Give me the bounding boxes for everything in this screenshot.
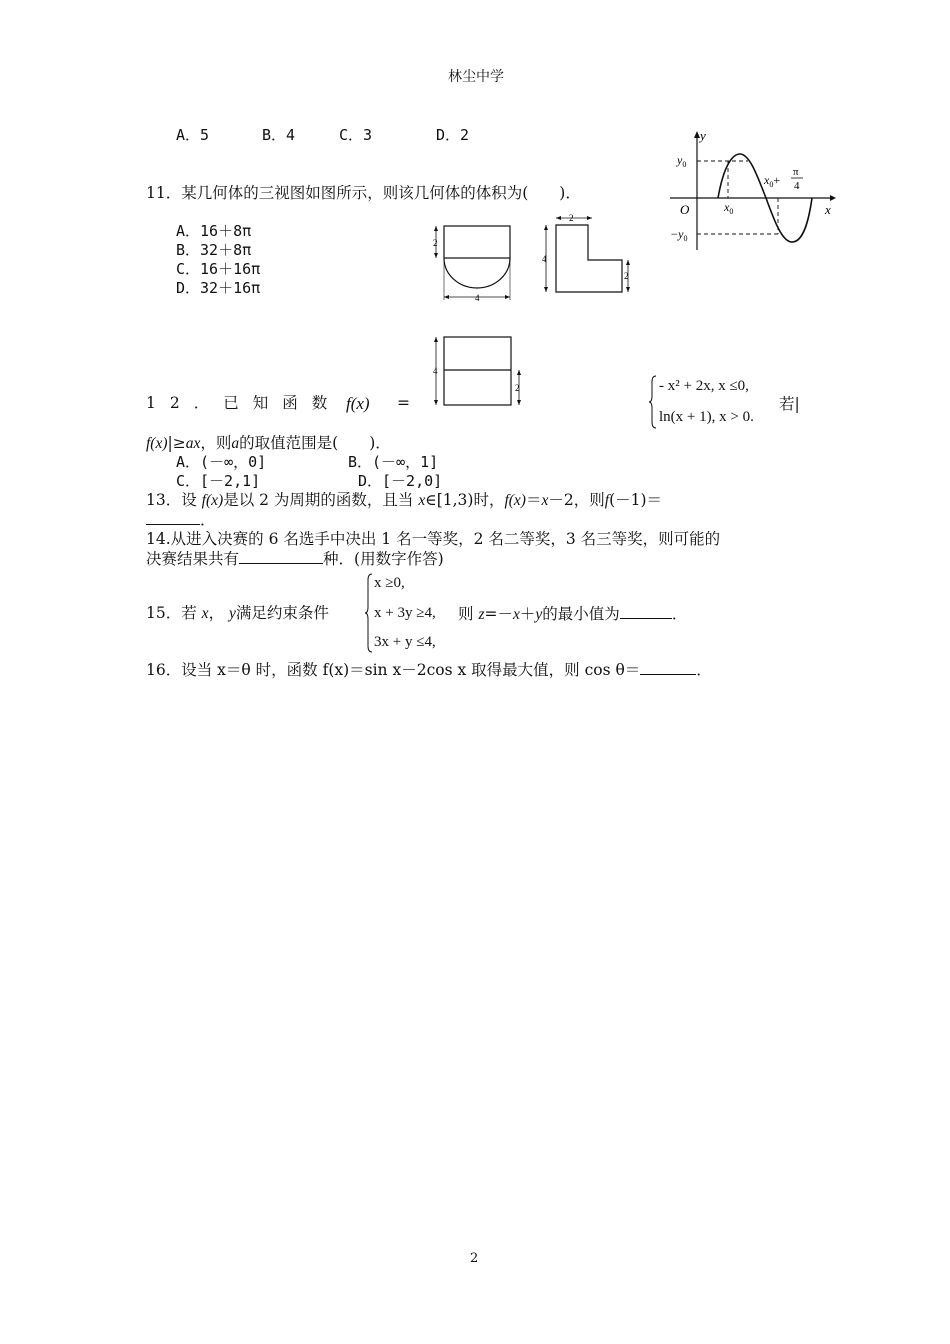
- q15-p6: 的最小值为: [542, 605, 620, 623]
- q12-equals: =: [397, 394, 410, 412]
- q15-p3: 则: [458, 605, 474, 623]
- q12-stem-prefix: 12．已知函数: [146, 394, 342, 412]
- q12-option-a: A．(－∞，0]: [176, 453, 267, 471]
- q12-option-b: B．(－∞，1]: [348, 453, 439, 471]
- q13-answer-line: [146, 510, 216, 530]
- q12-condition: [146, 434, 391, 453]
- q13-answer-blank[interactable]: [146, 510, 200, 525]
- sine-graph: [660, 128, 840, 258]
- q16-stem: [146, 660, 712, 680]
- q12-after: 若|: [779, 395, 800, 413]
- q15-constraint-2: x + 3y ≥4,: [374, 605, 436, 621]
- top-right-label: 2: [515, 383, 520, 393]
- front-height-label: 2: [433, 238, 438, 248]
- q15-brace: [364, 572, 374, 654]
- x0-label: $x_0$: [724, 200, 734, 216]
- q13-f: f: [604, 492, 610, 509]
- side-height-label: 4: [542, 254, 547, 264]
- q12-option-c: C．[－2,1]: [176, 472, 261, 490]
- side-right-label: 2: [624, 271, 629, 281]
- q13-x: x: [418, 492, 426, 509]
- q10-option-a: A．5: [176, 126, 210, 144]
- q11-option-c: C．16＋16π: [176, 260, 261, 278]
- q13-p2: 是以 2 为周期的函数，且当: [223, 491, 414, 509]
- q15-p2: 满足约束条件: [235, 604, 329, 622]
- q14-line2-a: 决赛结果共有: [146, 550, 240, 568]
- q13-tail: ．: [200, 511, 216, 529]
- front-width-label: 4: [475, 293, 480, 303]
- q15-stem-end: [458, 604, 687, 624]
- page-header: 林尘中学: [448, 69, 504, 85]
- q12-cond-rest: |≥: [167, 434, 186, 452]
- q12-cond-a: a: [231, 435, 240, 452]
- q14-line1: 14.从进入决赛的 6 名选手中决出 1 名一等奖，2 名二等奖，3 名三等奖，则可能的: [146, 530, 721, 548]
- q13-p6: (－1)＝: [609, 491, 663, 509]
- x-axis-label: x: [825, 202, 831, 217]
- q11-option-d: D．32＋16π: [176, 279, 261, 297]
- q14-line2-b: 种．(用数字作答): [323, 550, 444, 568]
- side-view: [538, 210, 638, 300]
- q15-comma: ，: [208, 604, 225, 622]
- four-label: 4: [794, 180, 800, 192]
- q15-y2: y: [535, 606, 543, 623]
- q13-p5: －2，则: [548, 491, 605, 509]
- q15-z: z: [478, 606, 485, 623]
- q15-p5: ＋: [519, 605, 536, 623]
- q13-p4: ＝: [525, 491, 542, 509]
- q11-option-b: B．32＋8π: [176, 241, 252, 259]
- q15-tail: ．: [671, 605, 688, 623]
- q13-x2: x: [541, 492, 549, 509]
- q15-y: y: [229, 605, 236, 622]
- q12-brace: [648, 374, 658, 430]
- q12-cond-ax: ax: [185, 435, 201, 452]
- q12-fx: f(x): [346, 394, 370, 413]
- top-height-label: 4: [433, 366, 438, 376]
- neg-y0-label: $-y_0$: [670, 227, 688, 243]
- q13-p3: ∈[1,3)时，: [425, 491, 505, 509]
- q13-fx: f(x): [201, 492, 224, 509]
- q13-p1: 13．设: [146, 491, 197, 509]
- q15-p1: 15．若: [146, 604, 197, 622]
- q14-line2: [146, 549, 444, 569]
- q12-case2: ln(x + 1), x > 0.: [659, 409, 754, 425]
- q11-stem: 11．某几何体的三视图如图所示，则该几何体的体积为( )．: [146, 184, 581, 202]
- q15-x: x: [201, 605, 209, 622]
- q15-p4: =－: [484, 605, 513, 623]
- q10-option-b: B．4: [262, 126, 296, 144]
- q10-option-c: C．3: [339, 126, 373, 144]
- q13-stem: [146, 491, 662, 510]
- q12-option-d: D．[－2,0]: [358, 472, 443, 490]
- origin-label: O: [680, 202, 690, 217]
- x0-shift-label: $x_0+$: [764, 173, 781, 189]
- pi-label: π: [793, 166, 799, 178]
- q11-option-a: A．16＋8π: [176, 222, 252, 240]
- q15-stem-start: [146, 604, 329, 623]
- q15-answer-blank[interactable]: [620, 604, 672, 619]
- q15-constraint-1: x ≥0,: [374, 575, 405, 591]
- q16-tail: ．: [696, 661, 712, 679]
- q12-cond-end: 的取值范围是( )．: [239, 434, 391, 452]
- q10-option-d: D．2: [436, 126, 470, 144]
- q14-answer-blank[interactable]: [239, 549, 323, 564]
- q16-text: 16．设当 x＝θ 时，函数 f(x)＝sin x－2cos x 取得最大值，则 cos θ＝: [146, 661, 641, 679]
- y0-label: $y_0$: [677, 153, 687, 169]
- q15-x2: x: [513, 606, 520, 623]
- top-view: [430, 334, 530, 410]
- q15-constraint-3: 3x + y ≤4,: [374, 634, 436, 650]
- y-axis-label: y: [700, 128, 706, 143]
- q12-cond-fx: f(x): [146, 435, 168, 452]
- q12-cond-tail: ，则: [200, 434, 232, 452]
- front-view: [430, 222, 520, 306]
- side-top-label: 2: [569, 213, 574, 223]
- q12-case1: - x² + 2x, x ≤0,: [659, 378, 749, 394]
- q16-answer-blank[interactable]: [640, 660, 696, 675]
- q13-fx2: f(x): [504, 492, 526, 509]
- page-number: 2: [470, 1251, 479, 1266]
